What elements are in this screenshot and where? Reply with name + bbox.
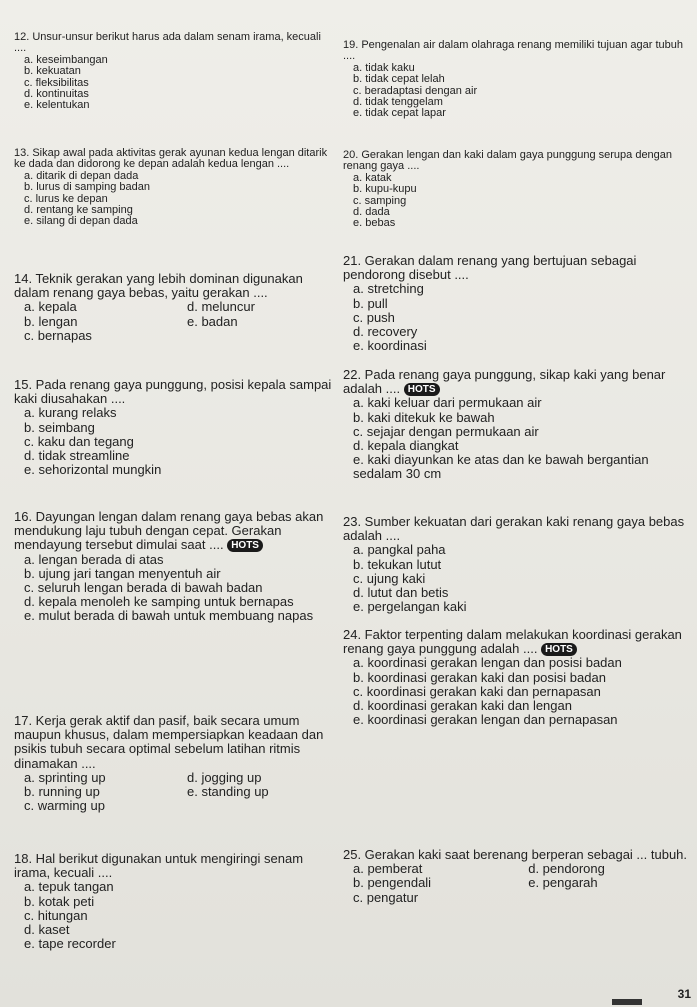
- option: b. kekuatan: [24, 65, 81, 78]
- question-stem: 18. Hal berikut digunakan untuk mengiringi senam irama, kecuali ....: [14, 851, 304, 881]
- option: a. kaki keluar dari permukaan air: [353, 395, 542, 411]
- option: a. ditarik di depan dada: [24, 169, 139, 182]
- option: c. kaku dan tegang: [24, 433, 134, 449]
- option: c. samping: [353, 194, 407, 207]
- option: d. kontinuitas: [24, 88, 89, 101]
- option: e. pengarah: [528, 875, 598, 891]
- question-23: [343, 515, 688, 614]
- option: c. seluruh lengan berada di bawah badan: [24, 580, 263, 596]
- option: c. sejajar dengan permukaan air: [353, 423, 539, 439]
- option: a. kepala: [24, 299, 77, 315]
- option: c. warming up: [24, 798, 105, 814]
- question-22: [343, 368, 688, 482]
- question-stem: 17. Kerja gerak aktif dan pasif, baik secara umum maupun khusus, dalam mempersiapkan keadaan dan psikis tubuh secara optimal sebelum latihan ritmis dinamakan ....: [14, 713, 324, 771]
- question-24: [343, 628, 688, 727]
- option: a. katak: [353, 171, 392, 184]
- option: c. push: [353, 309, 395, 325]
- option: d. kepala diangkat: [353, 438, 459, 454]
- option: c. ujung kaki: [353, 570, 426, 586]
- question-13: [14, 148, 336, 228]
- option: b. kaki ditekuk ke bawah: [353, 409, 495, 425]
- question-20: [343, 150, 688, 230]
- question-18: [14, 852, 336, 951]
- option: e. koordinasi: [353, 338, 427, 354]
- option: b. koordinasi gerakan kaki dan posisi badan: [353, 669, 606, 685]
- option: c. koordinasi gerakan kaki dan pernapasan: [353, 683, 601, 699]
- option: b. lengan: [24, 313, 78, 329]
- question-17: [14, 714, 336, 813]
- option: b. pengendali: [353, 875, 432, 891]
- option: c. lurus ke depan: [24, 192, 108, 205]
- option: a. pangkal paha: [353, 542, 446, 558]
- question-stem: 21. Gerakan dalam renang yang bertujuan sebagai pendorong disebut ....: [343, 253, 637, 283]
- hots-badge: HOTS: [227, 539, 263, 552]
- option: e. sehorizontal mungkin: [24, 462, 162, 478]
- option: c. pengatur: [353, 889, 419, 905]
- option: a. sprinting up: [24, 769, 106, 785]
- option: d. kepala menoleh ke samping untuk bernapas: [24, 594, 294, 610]
- option: e. bebas: [353, 217, 396, 230]
- option: e. koordinasi gerakan lengan dan pernapasan: [353, 712, 618, 728]
- option: d. pendorong: [528, 861, 605, 877]
- option: a. tidak kaku: [353, 61, 415, 74]
- question-15: [14, 378, 336, 477]
- option: d. recovery: [353, 324, 418, 340]
- question-19: [343, 40, 688, 120]
- option: d. dada: [353, 206, 390, 219]
- option: b. running up: [24, 784, 100, 800]
- option: b. lurus di samping badan: [24, 181, 150, 194]
- question-text: 16. Dayungan lengan dalam renang gaya bebas akan mendukung laju tubuh dengan cepat. Gerakan mendayung tersebut dimulai saat ....: [14, 509, 324, 553]
- option: a. lengan berada di atas: [24, 551, 164, 567]
- option: e. pergelangan kaki: [353, 599, 467, 615]
- hots-badge: HOTS: [404, 383, 440, 396]
- option: e. mulut berada di bawah untuk membuang napas: [24, 608, 314, 624]
- option: c. bernapas: [24, 327, 92, 343]
- question-16: [14, 510, 336, 624]
- question-stem: 25. Gerakan kaki saat berenang berperan sebagai ... tubuh.: [343, 847, 688, 862]
- option: b. tekukan lutut: [353, 556, 442, 572]
- question-stem: [343, 368, 688, 396]
- decorative-bar: [612, 999, 642, 1005]
- question-12: [14, 32, 336, 112]
- question-text: 24. Faktor terpenting dalam melakukan koordinasi gerakan renang gaya punggung adalah ....: [343, 627, 682, 657]
- question-stem: 23. Sumber kekuatan dari gerakan kaki renang gaya bebas adalah ....: [343, 514, 685, 544]
- question-stem: [14, 510, 336, 553]
- option: b. seimbang: [24, 419, 95, 435]
- option: a. stretching: [353, 281, 424, 297]
- option: e. silang di depan dada: [24, 215, 138, 228]
- option: c. beradaptasi dengan air: [353, 84, 478, 97]
- option: e. badan: [187, 313, 238, 329]
- option: e. tape recorder: [24, 936, 116, 952]
- option: c. hitungan: [24, 907, 88, 923]
- question-25: [343, 848, 688, 905]
- option: b. tidak cepat lelah: [353, 73, 445, 86]
- option: d. kaset: [24, 922, 70, 938]
- option: e. kaki diayunkan ke atas dan ke bawah bergantian sedalam 30 cm: [353, 452, 649, 482]
- option: d. lutut dan betis: [353, 585, 449, 601]
- option: b. kupu-kupu: [353, 183, 417, 196]
- option: a. tepuk tangan: [24, 879, 114, 895]
- option: c. fleksibilitas: [24, 76, 89, 89]
- option: b. pull: [353, 295, 388, 311]
- question-stem: [343, 628, 688, 656]
- option: d. rentang ke samping: [24, 204, 133, 217]
- option: e. tidak cepat lapar: [353, 107, 446, 120]
- option: d. koordinasi gerakan kaki dan lengan: [353, 698, 572, 714]
- option: a. keseimbangan: [24, 53, 108, 66]
- option: a. kurang relaks: [24, 405, 117, 421]
- option: b. ujung jari tangan menyentuh air: [24, 565, 221, 581]
- hots-badge: HOTS: [541, 643, 577, 656]
- option: d. jogging up: [186, 769, 262, 785]
- question-stem: 12. Unsur-unsur berikut harus ada dalam senam irama, kecuali ....: [14, 31, 321, 55]
- question-text: 22. Pada renang gaya punggung, sikap kaki yang benar adalah ....: [343, 367, 666, 397]
- page-number: 31: [677, 987, 691, 1001]
- question-stem: 15. Pada renang gaya punggung, posisi kepala sampai kaki diusahakan ....: [14, 377, 332, 407]
- option: e. standing up: [186, 784, 269, 800]
- option: d. tidak tenggelam: [353, 96, 443, 109]
- option: a. koordinasi gerakan lengan dan posisi badan: [353, 655, 622, 671]
- option: a. pemberat: [353, 861, 423, 877]
- option: e. kelentukan: [24, 99, 90, 112]
- question-stem: 19. Pengenalan air dalam olahraga renang memiliki tujuan agar tubuh ....: [343, 39, 684, 63]
- question-stem: 14. Teknik gerakan yang lebih dominan digunakan dalam renang gaya bebas, yaitu gerakan ....: [14, 271, 303, 301]
- question-14: [14, 272, 336, 343]
- question-21: [343, 254, 688, 353]
- option: d. tidak streamline: [24, 448, 130, 464]
- question-stem: 20. Gerakan lengan dan kaki dalam gaya punggung serupa dengan renang gaya ....: [343, 149, 673, 173]
- option: b. kotak peti: [24, 893, 95, 909]
- question-stem: 13. Sikap awal pada aktivitas gerak ayunan kedua lengan ditarik ke dada dan didorong ke depan adalah kedua lengan ....: [14, 147, 328, 171]
- option: d. meluncur: [187, 299, 255, 315]
